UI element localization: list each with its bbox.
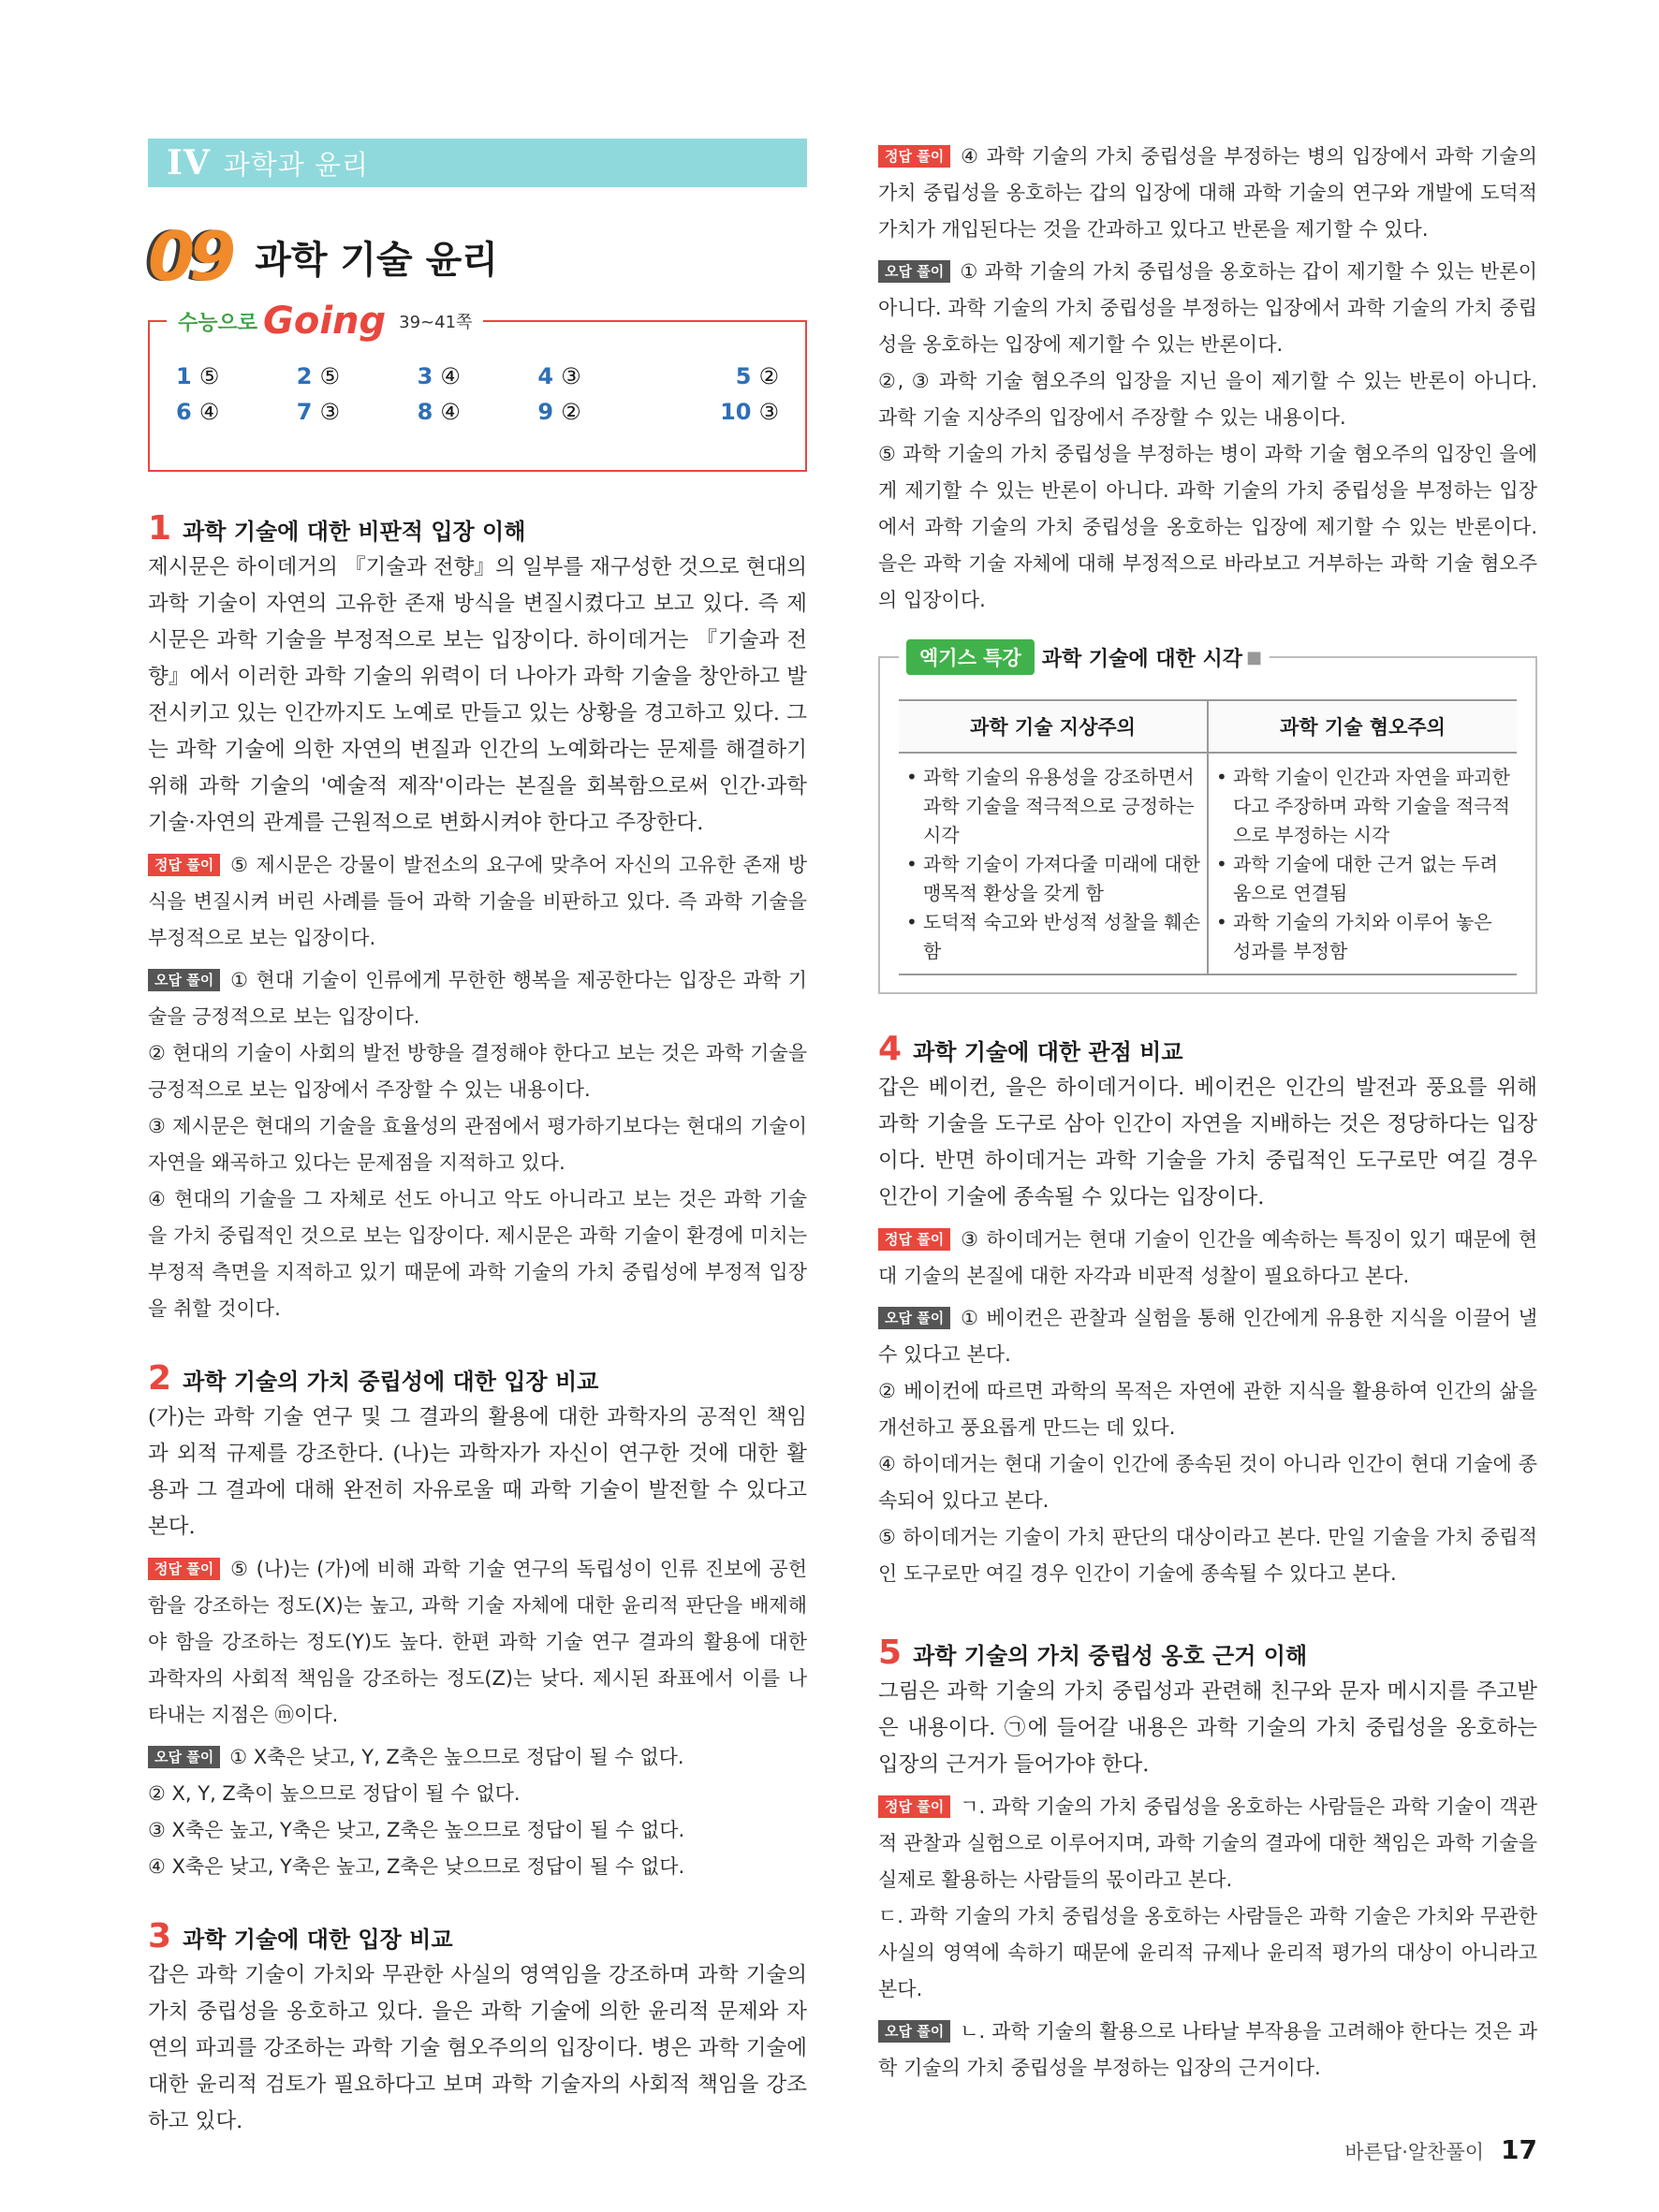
question-1-wrong-item: ③ 제시문은 현대의 기술을 효율성의 관점에서 평가하기보다는 현대의 기술이 자연을 왜곡하고 있다는 문제점을 지적하고 있다. (148, 1115, 807, 1174)
question-number: 3 (148, 1917, 172, 1956)
answer-item (658, 399, 779, 425)
answer-q: 6 (176, 399, 192, 425)
list-item: • 과학 기술의 유용성을 강조하면서 과학 기술을 적극적으로 긍정하는 시각 (906, 763, 1201, 850)
answer-tag: 정답 풀이 (878, 1795, 950, 1818)
question-4-wrong (878, 1300, 1537, 1373)
question-2-wrong (148, 1739, 807, 1776)
answer-item (297, 363, 418, 389)
wrong-tag: 오답 풀이 (878, 1307, 950, 1329)
chapter-number: 09 (148, 217, 231, 296)
unit-numeral: IV (167, 143, 211, 183)
answer-item (658, 363, 779, 389)
list-item: • 과학 기술의 가치와 이루어 놓은 성과를 부정함 (1216, 908, 1511, 966)
answer-q: 1 (176, 363, 192, 389)
question-4-wrong-item: ② 베이컨에 따르면 과학의 목적은 자연에 관한 지식을 활용하여 인간의 삶을 개선하고 풍요롭게 만드는 데 있다. (878, 1380, 1537, 1439)
answer-text: ⑤ (나)는 (가)에 비해 과학 기술 연구의 독립성이 인류 진보에 공헌함을 강조하는 정도(X)는 높고, 과학 기술 자체에 대한 윤리적 판단을 배제해야 함을 강조하는 정도(Y)도 높다. 한편 과학 기술 연구 결과의 활용에 대한 과학자의 사회적 책임을 강조하는 정도(Z)는 낮다. 제시된 좌표에서 이를 나타내는 지점은 ⓜ이다. (148, 1558, 807, 1726)
question-3-answer (878, 139, 1537, 248)
answer-q: 10 (720, 399, 752, 425)
question-5-wrong (878, 2014, 1537, 2087)
question-1-answer (148, 847, 807, 957)
answer-a: ③ (561, 363, 581, 389)
table-cell (1208, 753, 1517, 974)
question-2-wrong-item: ③ X축은 높고, Y축은 낮고, Z축은 높으므로 정답이 될 수 없다. (148, 1819, 685, 1841)
list-item: • 과학 기술이 가져다줄 미래에 대한 맹목적 환상을 갖게 함 (906, 850, 1201, 908)
question-title: 과학 기술의 가치 중립성 옹호 근거 이해 (913, 1643, 1308, 1669)
list-item: • 도덕적 숙고와 반성적 성찰을 훼손함 (906, 908, 1201, 966)
question-3-heading (148, 1917, 807, 1956)
answer-item (537, 363, 658, 389)
question-title: 과학 기술에 대한 관점 비교 (913, 1039, 1183, 1065)
right-column (878, 139, 1537, 2087)
question-2-wrong-item: ② X, Y, Z축이 높으므로 정답이 될 수 없다. (148, 1782, 521, 1805)
question-number: 4 (878, 1030, 903, 1068)
answer-item (418, 399, 538, 425)
answer-a: ⑤ (319, 363, 341, 389)
chapter-heading (148, 217, 807, 296)
wrong-text: ① 과학 기술의 가치 중립성을 옹호하는 갑이 제기할 수 있는 반론이 아니다. 과학 기술의 가치 중립성을 부정하는 입장에서 과학 기술의 가치 중립성을 옹호하는 입장에 제기할 수 있는 반론이다. (878, 260, 1537, 356)
answer-text: ④ 과학 기술의 가치 중립성을 부정하는 병의 입장에서 과학 기술의 가치 중립성을 옹호하는 갑의 입장에 대해 과학 기술의 연구와 개발에 도덕적 가치가 개입된다는 것을 간과하고 있다고 반론을 제기할 수 있다. (878, 145, 1537, 241)
list-item: • 과학 기술에 대한 근거 없는 두려움으로 연결됨 (1216, 850, 1511, 908)
wrong-text: ① X축은 낮고, Y, Z축은 높으므로 정답이 될 수 없다. (229, 1746, 684, 1768)
answer-a: ④ (440, 399, 461, 425)
answer-a: ④ (440, 363, 461, 389)
question-4-body: 갑은 베이컨, 을은 하이데거이다. 베이컨은 인간의 발전과 풍요를 위해 과학 기술을 도구로 삼아 인간이 자연을 지배하는 것은 정당하다는 입장이다. 반면 하이데거는 과학 기술을 가치 중립적인 도구로만 여길 경우 인간이 기술에 종속될 수 있다는 입장이다. (878, 1076, 1537, 1209)
question-1-body: 제시문은 하이데거의 『기술과 전향』의 일부를 재구성한 것으로 현대의 과학 기술이 자연의 고유한 존재 방식을 변질시켰다고 보고 있다. 즉 제시문은 과학 기술을 부정적으로 보는 입장이다. 하이데거는 『기술과 전향』에서 이러한 과학 기술의 위력이 더 나아가 과학 기술을 창안하고 발전시키고 있는 인간까지도 노예로 만들고 있는 상황을 경고하고 있다. 그는 과학 기술에 의한 자연의 변질과 인간의 노예화라는 문제를 해결하기 위해 과학 기술의 '예술적 제작'이라는 본질을 회복함으로써 인간·과학 기술·자연의 관계를 근원적으로 변화시켜야 한다고 주장한다. (148, 555, 807, 835)
going-logo: Going (263, 300, 387, 343)
going-pages: 39~41쪽 (399, 313, 473, 332)
answer-a: ② (561, 399, 581, 425)
wrong-tag: 오답 풀이 (148, 1746, 220, 1768)
answer-item (297, 399, 418, 425)
question-1-wrong-item: ② 현대의 기술이 사회의 발전 방향을 결정해야 한다고 보는 것은 과학 기술을 긍정적으로 보는 입장에서 주장할 수 있는 내용이다. (148, 1042, 807, 1101)
wrong-tag: 오답 풀이 (878, 2020, 950, 2043)
wrong-text: ㄴ. 과학 기술의 활용으로 나타날 부작용을 고려해야 한다는 것은 과학 기술의 가치 중립성을 부정하는 입장의 근거이다. (878, 2020, 1537, 2079)
question-number: 5 (878, 1633, 903, 1672)
question-4-wrong-item: ⑤ 하이데거는 기술이 가치 판단의 대상이라고 본다. 만일 기술을 가치 중립적인 도구로만 여길 경우 인간이 기술에 종속될 수 있다고 본다. (878, 1526, 1537, 1585)
answer-item (418, 363, 538, 389)
tip-title-marker: ■ (1246, 647, 1263, 667)
answer-item (537, 399, 658, 425)
unit-banner (148, 139, 807, 187)
answer-q: 7 (296, 399, 313, 425)
answer-tag: 정답 풀이 (878, 1228, 950, 1251)
question-title: 과학 기술의 가치 중립성에 대한 입장 비교 (183, 1369, 599, 1395)
table-header: 과학 기술 지상주의 (899, 700, 1208, 753)
question-1-wrong-item: ④ 현대의 기술을 그 자체로 선도 아니고 악도 아니라고 보는 것은 과학 기술을 가치 중립적인 것으로 보는 입장이다. 제시문은 과학 기술이 환경에 미치는 부정적 측면을 지적하고 있기 때문에 과학 기술의 가치 중립성에 부정적 입장을 취할 것이다. (148, 1188, 807, 1320)
answer-item (176, 399, 297, 425)
footer-label: 바른답·알찬풀이 (1344, 2141, 1485, 2163)
question-1-wrong (148, 962, 807, 1035)
question-4-heading (878, 1030, 1537, 1068)
question-4-answer (878, 1222, 1537, 1295)
table-cell (899, 753, 1208, 974)
question-title: 과학 기술에 대한 입장 비교 (183, 1926, 453, 1953)
question-2-heading (148, 1359, 807, 1398)
question-4-wrong-item: ④ 하이데거는 현대 기술이 인간에 종속된 것이 아니라 인간이 현대 기술에 종속되어 있다고 본다. (878, 1453, 1537, 1512)
page-footer (1344, 2134, 1537, 2165)
question-5-answer (878, 1789, 1537, 1898)
question-5-heading (878, 1633, 1537, 1672)
question-number: 2 (148, 1359, 172, 1398)
answer-text: ⑤ 제시문은 강물이 발전소의 요구에 맞추어 자신의 고유한 존재 방식을 변질시켜 버린 사례를 들어 과학 기술을 비판하고 있다. 즉 과학 기술을 부정적으로 보는 입장이다. (148, 854, 807, 949)
question-3-wrong (878, 254, 1537, 363)
going-logo-prefix: 수능으로 (178, 311, 258, 335)
answer-a: ④ (198, 399, 220, 425)
answer-tag: 정답 풀이 (148, 854, 220, 876)
going-header (167, 300, 483, 343)
answer-q: 3 (417, 363, 433, 389)
page-number: 17 (1501, 2134, 1537, 2165)
answer-q: 4 (537, 363, 554, 389)
answer-a: ③ (758, 399, 779, 425)
answer-text: ③ 하이데거는 현대 기술이 인간을 예속하는 특징이 있기 때문에 현대 기술의 본질에 대한 자각과 비판적 성찰이 필요하다고 본다. (878, 1228, 1537, 1287)
question-3-wrong-item: ②, ③ 과학 기술 혐오주의 입장을 지닌 을이 제기할 수 있는 반론이 아니다. 과학 기술 지상주의 입장에서 주장할 수 있는 내용이다. (878, 370, 1537, 429)
question-2-body: (가)는 과학 기술 연구 및 그 결과의 활용에 대한 과학자의 공적인 책임과 외적 규제를 강조한다. (나)는 과학자가 자신이 연구한 것에 대한 활용과 그 결과에 대해 완전히 자유로울 때 과학 기술이 발전할 수 있다고 본다. (148, 1405, 807, 1539)
question-number: 1 (148, 509, 172, 548)
answer-key-box (148, 300, 807, 472)
answer-q: 8 (417, 399, 433, 425)
list-item: • 과학 기술이 인간과 자연을 파괴한다고 주장하며 과학 기술을 적극적으로 부정하는 시각 (1216, 763, 1511, 850)
answer-tag: 정답 풀이 (878, 145, 950, 168)
question-3-wrong-item: ⑤ 과학 기술의 가치 중립성을 부정하는 병이 과학 기술 혐오주의 입장인 을에게 제기할 수 있는 반론이 아니다. 과학 기술의 가치 중립성을 부정하는 입장에서 과학 기술의 가치 중립성을 옹호하는 입장에 제기할 수 있는 반론이다. 을은 과학 기술 자체에 대해 부정적으로 바라보고 거부하는 과학 기술 혐오주의 입장이다. (878, 443, 1537, 611)
wrong-tag: 오답 풀이 (878, 260, 950, 283)
tip-box-header (899, 639, 1270, 675)
question-2-answer (148, 1551, 807, 1734)
table-header: 과학 기술 혐오주의 (1208, 700, 1517, 753)
question-1-heading (148, 509, 807, 548)
answer-q: 9 (537, 399, 554, 425)
tip-title: 과학 기술에 대한 시각 (1041, 647, 1242, 671)
answer-item (176, 363, 297, 389)
question-3-body: 갑은 과학 기술이 가치와 무관한 사실의 영역임을 강조하며 과학 기술의 가치 중립성을 옹호하고 있다. 을은 과학 기술에 의한 윤리적 문제와 자연의 파괴를 강조하는 과학 기술 혐오주의의 입장이다. 병은 과학 기술에 대한 윤리적 검토가 필요하다고 보며 과학 기술자의 사회적 책임을 강조하고 있다. (148, 1963, 807, 2133)
question-5-answer-item: ㄷ. 과학 기술의 가치 중립성을 옹호하는 사람들은 과학 기술은 가치와 무관한 사실의 영역에 속하기 때문에 윤리적 규제나 윤리적 평가의 대상이 아니라고 본다. (878, 1905, 1537, 2000)
tip-tag: 엑기스 특강 (906, 639, 1035, 675)
wrong-text: ① 베이컨은 관찰과 실험을 통해 인간에게 유용한 지식을 이끌어 낼 수 있다고 본다. (878, 1307, 1537, 1366)
question-2-wrong-item: ④ X축은 낮고, Y축은 높고, Z축은 낮으므로 정답이 될 수 없다. (148, 1855, 685, 1878)
chapter-title: 과학 기술 윤리 (255, 238, 498, 282)
answer-a: ② (758, 363, 779, 389)
answer-tag: 정답 풀이 (148, 1558, 220, 1580)
wrong-text: ① 현대 기술이 인류에게 무한한 행복을 제공한다는 입장은 과학 기술을 긍정적으로 보는 입장이다. (148, 969, 807, 1028)
comparison-table (899, 699, 1517, 975)
answer-a: ③ (319, 399, 341, 425)
answer-text: ㄱ. 과학 기술의 가치 중립성을 옹호하는 사람들은 과학 기술이 객관적 관찰과 실험으로 이루어지며, 과학 기술의 결과에 대한 책임은 과학 기술을 실제로 활용하는 사람들의 몫이라고 본다. (878, 1795, 1537, 1891)
unit-title: 과학과 윤리 (223, 148, 370, 181)
question-5-body: 그림은 과학 기술의 가치 중립성과 관련해 친구와 문자 메시지를 주고받은 내용이다. ㉠에 들어갈 내용은 과학 기술의 가치 중립성을 옹호하는 입장의 근거가 들어가야 한다. (878, 1679, 1537, 1777)
left-column (148, 139, 807, 2140)
wrong-tag: 오답 풀이 (148, 969, 220, 991)
tip-box (878, 647, 1537, 994)
answer-q: 2 (296, 363, 313, 389)
answer-q: 5 (735, 363, 752, 389)
answer-grid (176, 363, 779, 425)
answer-a: ⑤ (198, 363, 220, 389)
question-title: 과학 기술에 대한 비판적 입장 이해 (183, 519, 526, 545)
